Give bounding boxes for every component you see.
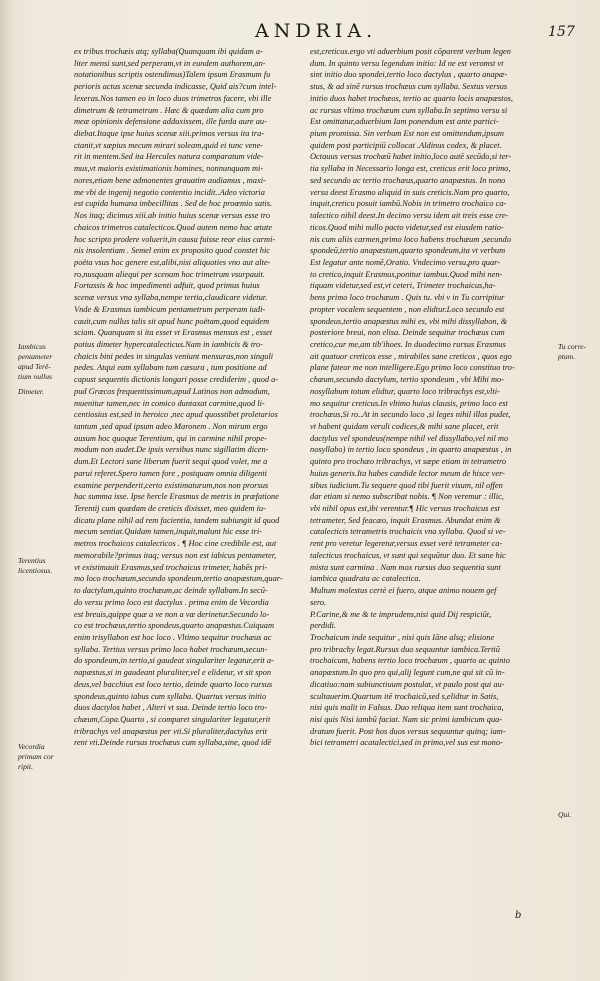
- signature-mark: b: [515, 910, 522, 921]
- margin-note-qui: Qui.: [558, 810, 572, 819]
- margin-note-vecordia: Vecordia primam cor ripit.: [18, 742, 54, 771]
- margin-note-terentius: Terentius licentiosus.: [18, 556, 53, 575]
- right-column-text: est,creticus.ergo vti aduerbium posit cōparent verbum legen dum. In quinto versu legendum initio: Id ne est veromst vt sint initio duo spondei,tertio loco dactylus , quarto anapæ- stus, & ad sinē rursus trochæus cum syllaba. Sextus versus initio duos habet trochæos, tertio ac quarto locis anapæstos, ac rursus vltimo trochæum cum syllaba.In septimo versu si Est omittatur,aduerbium Iam ponendum est ante partici- pium promissa. Sin verbum Est non est omittendum,ipsum quidem post participiū collocat .Aldinus codex, & placet. Octauus versus trochæū habet initio,loco autē secūdo,si ter- tia syllaba in Necessario longa est, creticus erit loco primo, sed secundo ac tertio trochæus,quarto anapæstus. In nono versu deest Erasmo aliquid in suis creticis.Nam pro quarto, inquit,creticu posuit iambū.Nobis in trimetro trochaico ca- talectico nihil deest.In decimo versu idem ait treis esse cre- ticos.Quod mihi nullo pacto videtur,sed est eiusdem ratio- nis cum aliis carmen,primo loco habens trochæum ,secundo spondeū,tertio anapæstum,quarto spondeum,ita vt verbum Est legatur ante nomē,Oratio. Vndecimo versu,pro quar- to cretico,inquit Erasmus,ponitur iambus.Quod mihi nen- tiquam videtur,sed est,vt ceteri, Trimeter trochaicus,ha- bens primo loco trochæum . Quis tu. vbi v in Tu corripitur propter vocalem sequentem , non elidtur.Loco secundo est spondeus,tertio anapæstus mihi es, vbi mihi dissyllabon, & posteriore breui, non elisa. Deinde sequitur trochæus cum cretico,cur me,am tib'ihoes. In duodecimo rursus Erasmus ait quatuor creticos esse , mirabiles sane creticos , quos ego plane fateor me non intelligere.Ego primo loco constituo tro- chæum,secundo dactylum, tertio spondeum , vbi Mihi mo- nosyllabum totum elidtur, quarto loco tribrachys est,vlti- mo sequitur creticus.In vltimo huius clausis, primo loco est trochæus,Si ro..At in secundo loco ,si leges nihil illos pudet, vt habent quidam veruli codices,& mihi sane placet, erit dactylus vel spondeus(nempe nihil vel dissyllabo,vel nil mo nosyllabo) in tertio loco spondeus , in quarto anapæstus , in quinto pro trochæo tribrachys, vt sæpe etiam in tetrametro huius generis.Ita habes candide lector meum de hisce ver- sibus iudicium.Tu sequere quod tibi fuerit visum, nil offen dar etiam si nemo subscribat nobis. ¶ Non veremur : illic, vbi nihil opus est,ibi verentur.¶ Hic versus trochaicus est tetrameter, Sed feacæo, inquit Erasmus. Abundat enim & catalecticis tetrametris trochaicis vna syllaba. Quod si ve- rent pro veretur legeretur,versus esset verè tetrameter ca- talecticus trochaicus, vt sunt qui sequūtur duo. Et sane hic mista sunt carmina . Nam mox rursus duo sequentia sunt iambica quadrata ac catalectica. Multum molestus certè ei fuero, atque animo nouem gef sero. P.Carine,& me & te imprudens,nisi quid Dij respiciūt, perdidi. Trochaicum inde sequitur , nisi quis Iāne alsq; elisione pro tribrachy legat.Rursus duo sequuntur iambica.Tertiū trochaicum, habens tertio loco trochæum , quarto ac quinto anapæstum.In quo pro qui,alij legunt cum,ne qui sit cū in- dicatiuo:nam subiunctiuum postulat, vt paulo post qui au- scultauerim.Quartum itē trochaicū,sed s,elidtur in Satis, nisi quis malit in Falsus. Duo reliqua item sunt trochaica, nisi quis Nisi iambū faciat. Nam sic primi iambicum qua- dratum fuerit. Post hos duos versus sequuntur quinq; iam- bici tetrametri acatalectici,sed in primo,vel sus est mono-: [310, 47, 515, 748]
- margin-note-dimeter: Dimeter.: [18, 387, 44, 396]
- margin-note-iambicus: Iambicus pentameter apud Terē- tium nullus: [18, 342, 53, 381]
- gutter-shadow: [0, 0, 14, 981]
- page-title: ANDRIA.: [255, 20, 378, 42]
- page-number: 157: [548, 24, 575, 40]
- margin-note-tu-correptum: Tu corre- ptum.: [558, 342, 587, 361]
- left-column-text: ex tribus trochæis atq; syllaba(Quanquam ibi quidam a- liter mensi sunt,sed perperam,vt in eundem authorem,an- notationibus scriptis ostendimus)Talem ipsum Erasmum fu perioris actus scenæ secunda indicasse, Quid ais?cum intel- lexeras.Nos tamen eo in loco duos trimetros facere, vbi ille dimetrum & tetrametrum . Hæc & quædam alia cum pro meæ opinionis defensione adduxissem, ille furda aure au- diebat.Itaque ipse huius scenæ xiii.primos versus ita tra- ctanit,vt sæpius mecum mirari soleam,quid ei tunc vene- rit in mentem.Sed ita Hercules natura comparatum vide- mus,vt maioris existimationis homines, nonnunquam mi- nores,etiam bene admonentes grauatim audiamus , maxi- me vbi de ingenij negotio contentio incidit..Adeo victoria est cupida humana imbecillitas . Sed de hoc proœmio satis. Nos itaq; dicimus xiii.ab initio huius scenæ versus esse tro chaicos trimetros catalecticos.Quod autem nemo hac ætate hoc scripto prodere voluerit,in causa fuisse reor eius carmi- nis insolentiam . Semel enim ex proposito quod constet hic poëta vsus hoc genere est,alibi,nisi aliquoties vno aut alte- ro,nusquam aliequi per scenam hoc trimetrum vsurpauit. Fortassis & hoc impedimenti adfuit, quod primus huius scenæ versus vna syllaba,nempe tertia,claudicare videtur. Vnde & Erasmus iambicum pentametrum perperam iudi- cauit,cum nullus talis sit apud hunc poëtam,quod equidem sciam. Quanquam si ita esset vt Erasmus mensus est , esset potius dimeter hypercatalecticus.Nam in iambicis & tro- chaicis bini pedes in singulas veniunt mensuras,non singuli pedes. Atqui eam syllabam tum cæsura , tum positione ad capust sequentis dictionis longari posse crediderim , quod a- pud Græcos frequentissimum,apud Latinos non admodum, muenitur tamen,nec in comico duntaxat carmine,quod li- centiosius est,sed in heroico ,nec apud quosstibet proletarios tantum ,sed apud ipsum adeo Maronem . Non mirum ergo ausum hoc quoque Terentium, qui in carmine nihil prope- modum non audet.De ipsis versibus nunc sigillatim dicen- dum.Et Lectori sane liberum fuerit sequi quod volet, me a parui referet.Spero tamen fore , postquam omnia diligenti examine perpenderit,certo existimaturum,nos non prorsus hac summa isse. Ipse hercle Erasmus de metris in præfatione Terentij cum quædam de creticis dixisset, meo quidem iu- dicatu plane nihil ad rem facientia, tandem subiungit id quod mecum sentiat.Quidam tamen,inquit,malunt hic esse tri- metros trochaicos catalecticos . ¶ Hoc cine credibile est, aut memorabile?primus itaq; versus non est iabicus pentameter, vt existimauit Erasmus,sed trochaicus trimeter, habēs pri- mo loco trochæum,secundo spondeum,tertio anapæstum,quar- to dactylum,quinto trochæum,ac deinde syllabam.In secū- do versu primo loco est dactylus . prima enim de Vecordia est breuis,quippe quæ a ve non a væ derinetur.Secundo lo- co est trochæus,tertio spondeus,quarto anapæstus.Cuiquam enim trisyllabon est hoc loco . Vltimo sequitur trochæus ac syllaba. Tertius versus primo loco habet trochæum,secun- do spondeum,in tertio,si gaudeat singulariter legatur,erit a- napæstus,si in gaudeant pluraliter,vel e elidetur, vt sit spon deus,vel bacchius est loco tertio, deinde quarto loco rursus spondeus,quinto iabus cum syllaba. Quartus versus initio duos dactylos habet , Alteri vt sua. Deinde tertio loco tro- chæum,Copa.Quarto , si comparet singulariter legatur,erit tribrachys vel anapæstus per vti.Si pluraliter,dactylus erit rent vti.Deinde rursus trochæus cum syllaba,sine, quod idē: [74, 47, 283, 748]
